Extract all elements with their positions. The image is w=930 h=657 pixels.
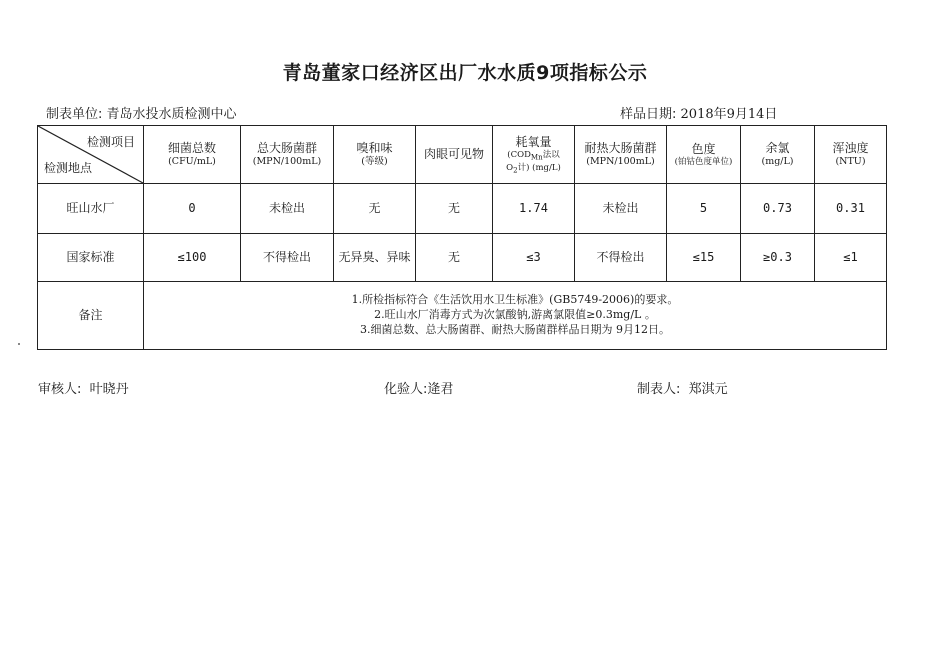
- water-quality-table: [37, 125, 887, 350]
- page-title: 青岛董家口经济区出厂水水质9项指标公示: [282, 62, 648, 84]
- col-header-thermo-coliform: 耐热大肠菌群 (MPN/100mL): [575, 126, 667, 184]
- corner-bottom-label: 检测地点: [44, 160, 93, 175]
- corner-top-label: 检测项目: [86, 135, 135, 149]
- table-cell: 无: [334, 184, 416, 234]
- col-header-bacteria: 细菌总数 (CFU/mL): [144, 126, 241, 184]
- table-cell: 0: [144, 184, 241, 234]
- table-cell: ≤100: [144, 234, 241, 282]
- maker-signature: 制表人: 郑淇元: [637, 382, 728, 397]
- row-label: 国家标准: [38, 234, 144, 282]
- note-line: 2.旺山水厂消毒方式为次氯酸钠,游离氯限值≥0.3mg/L 。: [374, 308, 656, 322]
- unit-line: [46, 103, 237, 122]
- notes-row: [38, 282, 887, 350]
- table-cell: 无: [416, 234, 493, 282]
- col-header-cod: 耗氧量 ($COD_{Mn}$法以 $O_2$计) (mg/L): [493, 126, 575, 184]
- table-cell: ≤15: [667, 234, 741, 282]
- table-cell: 无异臭、异味: [334, 234, 416, 282]
- table-row: [38, 184, 887, 234]
- sample-date-value: 2018年9月14日: [680, 107, 778, 122]
- table-cell: 不得检出: [241, 234, 334, 282]
- col-header-turbidity: 浑浊度 (NTU): [815, 126, 887, 184]
- note-line: 3.细菌总数、总大肠菌群、耐热大肠菌群样品日期为 9月12日。: [360, 322, 670, 336]
- table-cell: ≥0.3: [741, 234, 815, 282]
- table-cell: ≤3: [493, 234, 575, 282]
- table-cell: 0.31: [815, 184, 887, 234]
- table-row: [38, 234, 887, 282]
- table-cell: 未检出: [575, 184, 667, 234]
- table-cell: 无: [416, 184, 493, 234]
- col-header-color: 色度 (铂钴色度单位): [667, 126, 741, 184]
- table-cell: 不得检出: [575, 234, 667, 282]
- sample-date-line: [620, 103, 777, 122]
- header-row: [38, 126, 887, 184]
- notes-cell: [144, 282, 887, 350]
- table-cell: 未检出: [241, 184, 334, 234]
- sample-date-label: 样品日期:: [620, 107, 677, 122]
- note-line: 1.所检指标符合《生活饮用水卫生标准》(GB5749-2006)的要求。: [351, 293, 679, 307]
- unit-value: 青岛水投水质检测中心: [106, 107, 237, 122]
- reviewer-signature: 审核人: 叶晓丹: [38, 382, 129, 397]
- table-cell: 0.73: [741, 184, 815, 234]
- col-header-chlorine: 余氯 (mg/L): [741, 126, 815, 184]
- scan-speck: [18, 343, 20, 345]
- unit-label: 制表单位:: [46, 107, 103, 122]
- corner-cell: [38, 126, 144, 184]
- tester-signature: 化验人:逄君: [384, 382, 454, 397]
- col-header-odor: 嗅和味 (等级): [334, 126, 416, 184]
- notes-label: 备注: [38, 282, 144, 350]
- col-header-visible: 肉眼可见物: [416, 126, 493, 184]
- table-cell: ≤1: [815, 234, 887, 282]
- col-header-coliform: 总大肠菌群 (MPN/100mL): [241, 126, 334, 184]
- table-cell: 1.74: [493, 184, 575, 234]
- row-label: 旺山水厂: [38, 184, 144, 234]
- table-cell: 5: [667, 184, 741, 234]
